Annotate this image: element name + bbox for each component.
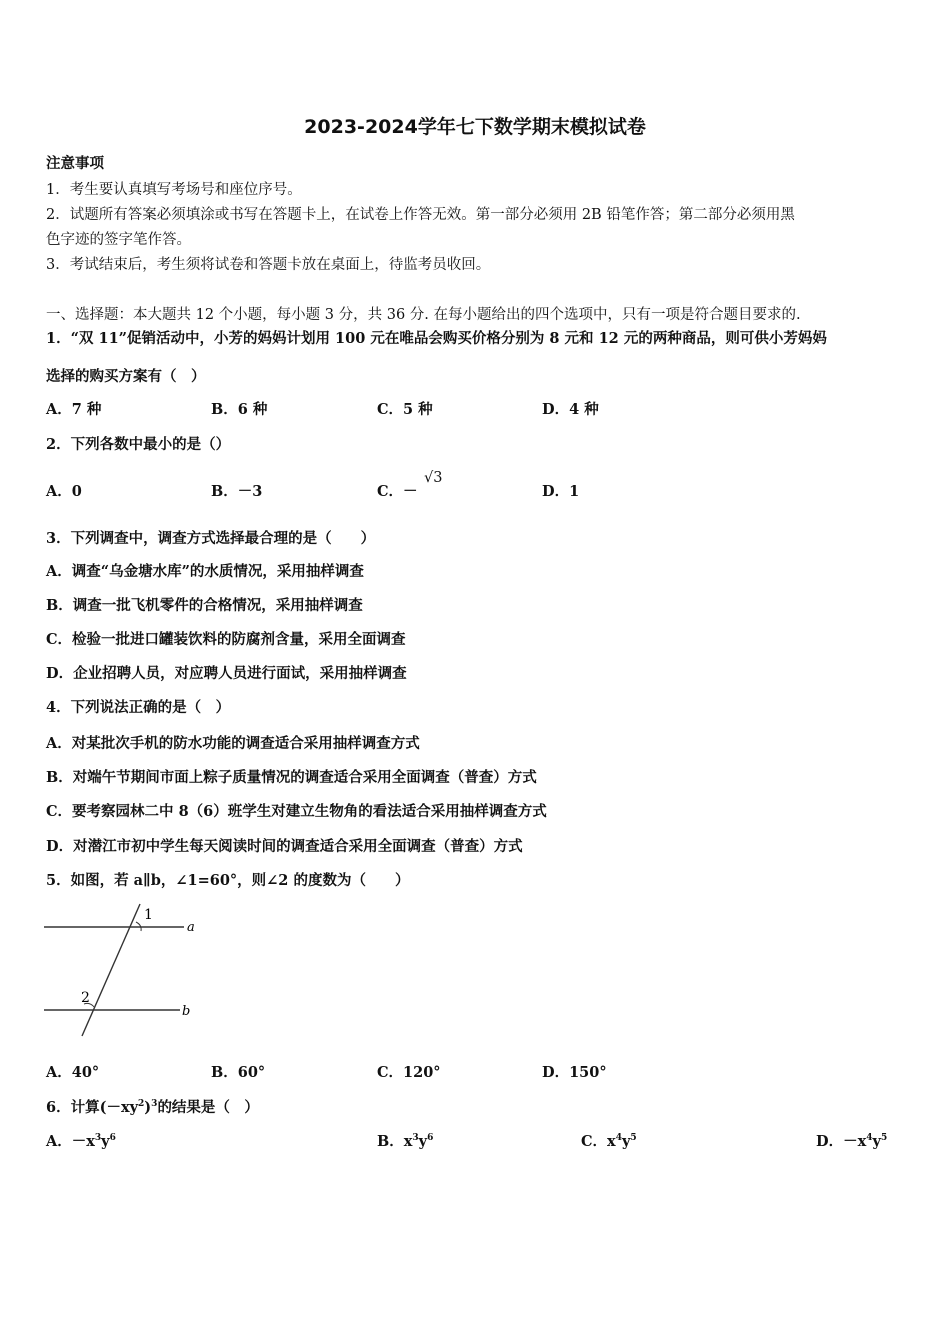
q4-stem: 4．下列说法正确的是（ ） bbox=[46, 699, 231, 716]
line-b-label: b bbox=[182, 1004, 191, 1019]
q3-option-a[interactable]: A．调查“乌金塘水库”的水质情况，采用抽样调查 bbox=[46, 563, 364, 580]
q6-option-a-exp1: 3 bbox=[94, 1133, 102, 1143]
q6-option-c-label: C．x bbox=[581, 1133, 616, 1150]
q1-option-d[interactable]: D．4 种 bbox=[542, 401, 599, 418]
notice-item-2-cont: 色字迹的签字笔作答。 bbox=[46, 232, 191, 248]
q1-option-c[interactable]: C．5 种 bbox=[377, 401, 433, 418]
q2-option-d[interactable]: D．1 bbox=[542, 483, 580, 500]
q6-option-d[interactable] bbox=[816, 1130, 887, 1151]
q5-stem: 5．如图，若 a∥b，∠1=60°，则∠2 的度数为（ ） bbox=[46, 872, 410, 889]
q6-stem-mid: ) bbox=[144, 1099, 152, 1116]
q6-option-b-exp2: 6 bbox=[427, 1133, 434, 1143]
q3-option-d[interactable]: D．企业招聘人员，对应聘人员进行面试，采用抽样调查 bbox=[46, 665, 407, 682]
q6-exp-2: 2 bbox=[138, 1099, 145, 1109]
q6-stem-suffix: 的结果是（ ） bbox=[157, 1099, 259, 1116]
notice-item-2: 2．试题所有答案必须填涂或书写在答题卡上，在试卷上作答无效。第一部分必须用 2B 铅笔作答；第二部分必须用黑 bbox=[46, 207, 795, 223]
q6-option-c-exp2: 5 bbox=[630, 1133, 637, 1143]
q4-option-c[interactable]: C．要考察园林二中 8（6）班学生对建立生物角的看法适合采用抽样调查方式 bbox=[46, 803, 547, 820]
q5-option-c[interactable]: C．120° bbox=[377, 1064, 441, 1081]
q4-option-a[interactable]: A．对某批次手机的防水功能的调查适合采用抽样调查方式 bbox=[46, 735, 420, 752]
notice-item-3: 3．考试结束后，考生须将试卷和答题卡放在桌面上，待监考员收回。 bbox=[46, 257, 491, 273]
line-a-label: a bbox=[187, 920, 195, 935]
q6-stem-prefix: 6．计算(－xy bbox=[46, 1099, 139, 1116]
q1-option-a[interactable]: A．7 种 bbox=[46, 401, 102, 418]
q2-stem: 2．下列各数中最小的是（） bbox=[46, 436, 231, 453]
parallel-lines-figure bbox=[44, 898, 200, 1040]
q1-stem: 1．“双 11”促销活动中，小芳的妈妈计划用 100 元在唯品会购买价格分别为 8 元和 12 元的两种商品，则可供小芳妈妈 bbox=[46, 330, 827, 347]
q3-option-c[interactable]: C．检验一批进口罐装饮料的防腐剂含量，采用全面调查 bbox=[46, 631, 406, 648]
q6-option-a-exp2: 6 bbox=[109, 1133, 116, 1143]
notice-heading: 注意事项 bbox=[46, 155, 104, 172]
q6-option-b-y: y bbox=[418, 1133, 428, 1150]
q2-option-b[interactable]: B．－3 bbox=[211, 483, 263, 500]
q6-option-a-label: A．－x bbox=[46, 1133, 95, 1150]
q3-stem: 3．下列调查中，调查方式选择最合理的是（ ） bbox=[46, 530, 376, 547]
notice-item-1: 1．考生要认真填写考场号和座位序号。 bbox=[46, 182, 302, 198]
q6-option-b-exp1: 3 bbox=[412, 1133, 419, 1143]
q4-option-b[interactable]: B．对端午节期间市面上粽子质量情况的调查适合采用全面调查（普查）方式 bbox=[46, 769, 537, 786]
q6-stem bbox=[46, 1096, 259, 1117]
transversal bbox=[82, 904, 140, 1036]
section-heading: 一、选择题：本大题共 12 个小题，每小题 3 分，共 36 分. 在每小题给出的四个选项中，只有一项是符合题目要求的. bbox=[46, 307, 801, 323]
q2-option-a[interactable]: A．0 bbox=[46, 483, 82, 500]
q6-option-b[interactable] bbox=[377, 1130, 433, 1151]
q4-option-d[interactable]: D．对潜江市初中学生每天阅读时间的调查适合采用全面调查（普查）方式 bbox=[46, 838, 523, 855]
q1-option-b[interactable]: B．6 种 bbox=[211, 401, 268, 418]
q2-option-c[interactable]: C．－ bbox=[377, 483, 418, 500]
q6-option-a[interactable] bbox=[46, 1130, 116, 1151]
sqrt-three: √3 bbox=[424, 470, 443, 486]
q6-option-d-exp1: 4 bbox=[866, 1133, 873, 1143]
q6-option-c-exp1: 4 bbox=[615, 1133, 622, 1143]
q6-option-b-label: B．x bbox=[377, 1133, 413, 1150]
q6-option-c[interactable] bbox=[581, 1130, 637, 1151]
q6-option-c-y: y bbox=[621, 1133, 631, 1150]
page-title: 2023-2024学年七下数学期末模拟试卷 bbox=[304, 116, 646, 138]
q5-option-d[interactable]: D．150° bbox=[542, 1064, 607, 1081]
q6-option-d-label: D．－x bbox=[816, 1133, 867, 1150]
q6-option-d-y: y bbox=[872, 1133, 881, 1150]
q1-stem-cont: 选择的购买方案有（ ） bbox=[46, 368, 206, 385]
q5-option-a[interactable]: A．40° bbox=[46, 1064, 100, 1081]
q3-option-b[interactable]: B．调查一批飞机零件的合格情况，采用抽样调查 bbox=[46, 597, 363, 614]
q5-option-b[interactable]: B．60° bbox=[211, 1064, 266, 1081]
q6-option-d-exp2: 5 bbox=[880, 1133, 888, 1143]
q6-option-a-y: y bbox=[101, 1133, 110, 1150]
angle-1-label: 1 bbox=[144, 907, 153, 923]
angle-2-label: 2 bbox=[81, 990, 90, 1006]
q6-exp-3: 3 bbox=[151, 1099, 158, 1109]
